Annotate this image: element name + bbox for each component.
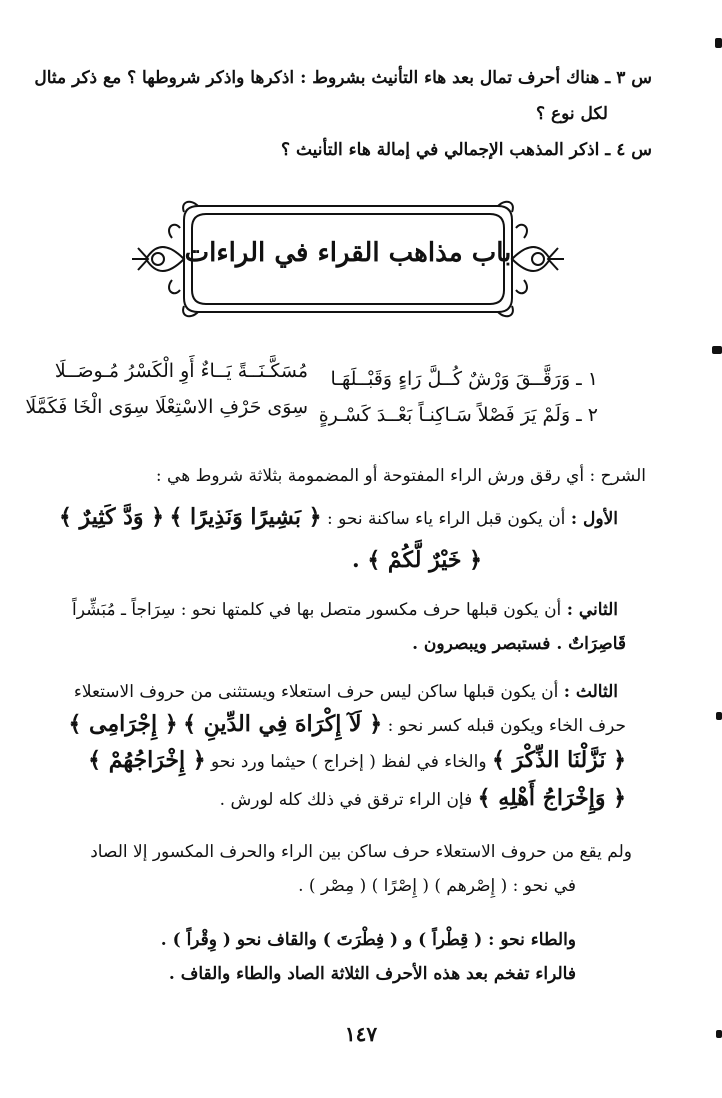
condition-3-example-2: ﴿ إِجْرَامِى ﴾ [68,711,178,737]
condition-3-label: الثالث : [563,682,618,702]
edge-mark-middle [712,346,722,354]
condition-3-line-2-text: حرف الخاء ويكون قبله كسر نحو : [387,716,626,736]
note-1-line-1: ولم يقع من حروف الاستعلاء حرف ساكن بين الراء والحرف المكسور إلا الصاد [90,842,632,862]
condition-3-line-3 [50,748,626,774]
note-1-line-2: في نحو : ( إِصْرهم ) ( إِصْرًا ) ( مِصْر ) . [298,876,576,896]
edge-mark-top [715,38,722,48]
condition-1-line-2 [50,548,482,574]
condition-2-label: الثاني : [566,600,618,620]
condition-2-text: أن يكون قبلها حرف مكسور متصل بها في كلمتها نحو : سِرَاجاً ـ مُبَشِّراً [72,600,562,620]
condition-1-example-2: ﴿ وَدَّ كَثِيرٌ ﴾ [59,504,165,530]
condition-3-line [50,680,618,704]
condition-3-line-4 [50,786,626,812]
condition-1-line [50,505,618,531]
condition-1-example-3: ﴿ خَيْرٌ لَّكُمْ ﴾ . [352,547,482,573]
chapter-title-frame [128,198,568,320]
verse-1-second-half: مُسَكَّـنَــةً يَــاءٌ أَوِ الْكَسْرُ مُـوصَــلَا [54,360,308,382]
condition-3-example-3: ﴿ نَزَّلْنَا الذِّكْرَ ﴾ [491,747,626,773]
condition-1-text: أن يكون قبل الراء ياء ساكنة نحو : [326,509,566,529]
condition-3-line-4-text: فإن الراء ترقق في ذلك كله لورش . [219,790,473,810]
verse-1-first-half: ١ ـ وَرَقَّــقَ وَرْشٌ كُــلَّ رَاءٍ وَقَبْــلَهَـا [330,368,598,390]
condition-1-label: الأول : [570,509,618,529]
condition-2-line [50,598,618,622]
verse-2-second-half: سِوَى حَرْفِ الاسْتِعْلَا سِوَى الْخَا فَكَمَّلَا [25,396,308,418]
condition-3-example-4: ﴿ إِخْرَاجُهُمْ ﴾ [88,747,206,773]
condition-3-line-2 [50,712,626,738]
page-number: ١٤٧ [344,1022,378,1046]
condition-3-example-1: ﴿ لَآ إِكْرَاهَ فِي الدِّينِ ﴾ [183,711,383,737]
edge-mark-right-1 [716,712,722,720]
question-3-line-2: لكل نوع ؟ [536,104,608,124]
question-3-line-1: س ٣ ـ هناك أحرف تمال بعد هاء التأنيث بشروط : اذكرها واذكر شروطها ؟ مع ذكر مثال [34,68,652,88]
condition-1-example-1: ﴿ بَشِيرًا وَنَذِيرًا ﴾ [169,504,322,530]
verse-2-first-half: ٢ ـ وَلَمْ يَرَ فَصْلاً سَـاكِنـاً بَعْــدَ كَسْـرةٍ [318,404,598,426]
condition-3-example-5: ﴿ وَإِخْرَاجُ أَهْلِهِ ﴾ [477,785,626,811]
condition-2-line-2: قَاصِرَاتٌ . فستبصر ويبصرون . [412,634,626,654]
note-3: فالراء تفخم بعد هذه الأحرف الثلاثة الصاد والطاء والقاف . [168,964,576,984]
condition-3-text: أن يكون قبلها ساكن ليس حرف استعلاء ويستثنى من حروف الاستعلاء [73,682,559,702]
condition-3-line-3-text: والخاء في لفظ ( إخراج ) حيثما ورد نحو [211,752,487,772]
note-2: والطاء نحو : ( قِطْراً ) و ( فِطْرَتَ ) والقاف نحو ( وِقْراً ) . [160,930,576,950]
question-4: س ٤ ـ اذكر المذهب الإجمالي في إمالة هاء التأنيث ؟ [281,140,652,160]
sharh-intro: الشرح : أي رقق ورش الراء المفتوحة أو المضمومة بثلاثة شروط هي : [155,466,646,486]
chapter-title: باب مذاهب القراء في الراءات [184,238,512,268]
